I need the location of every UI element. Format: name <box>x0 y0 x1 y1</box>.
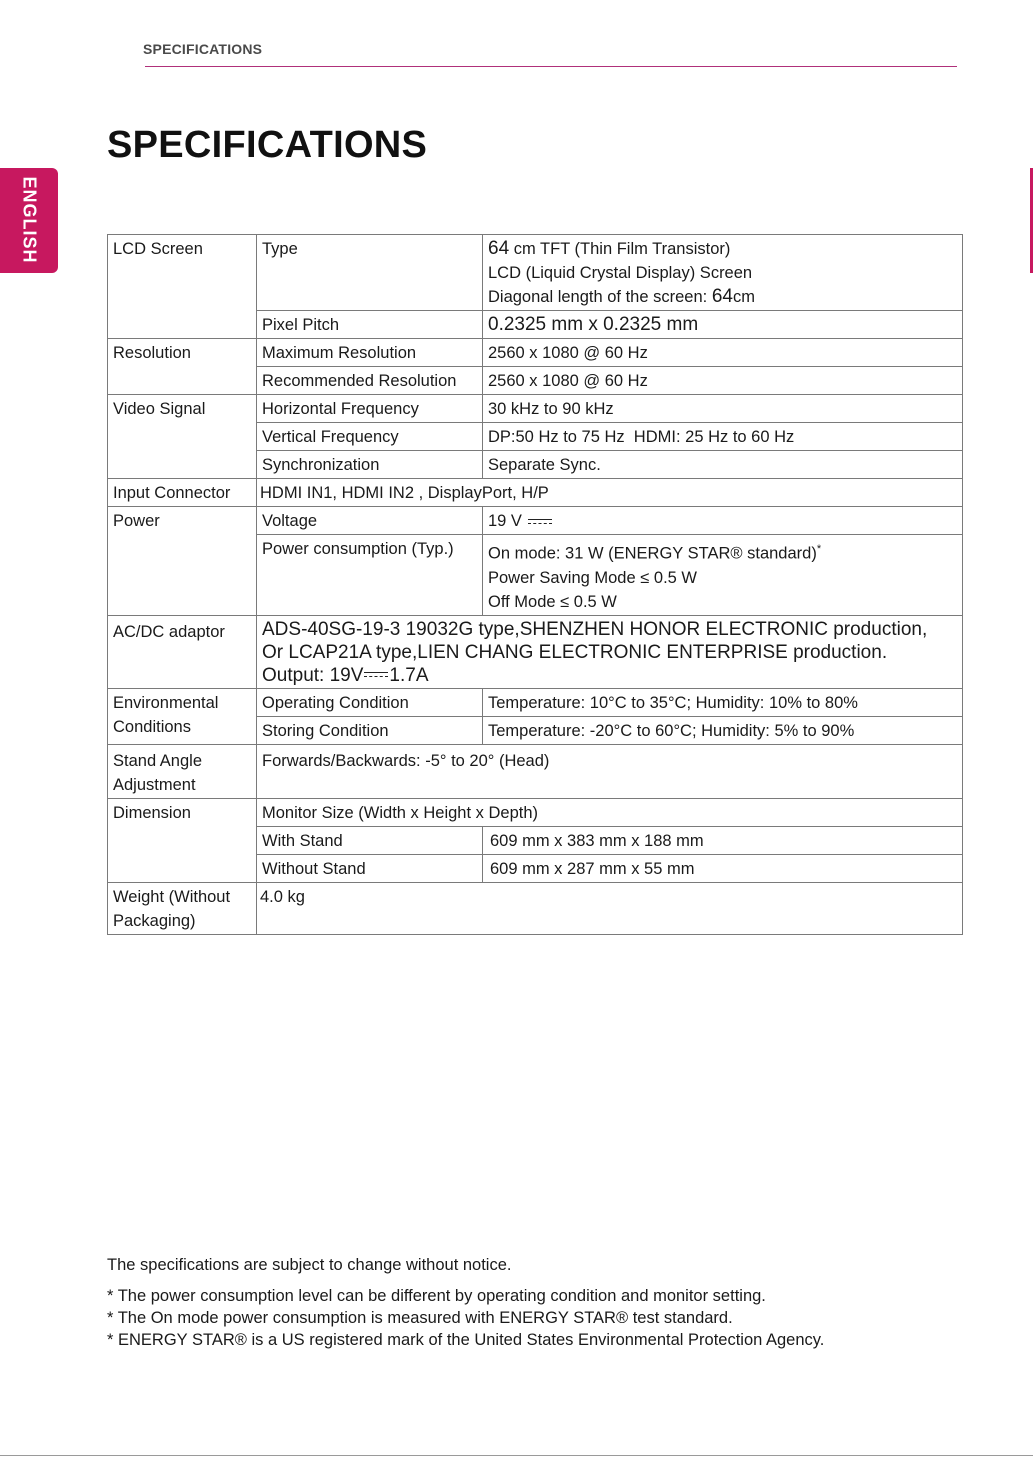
value-cell: Forwards/Backwards: -5° to 20° (Head) <box>257 744 963 798</box>
value-cell <box>257 615 963 688</box>
category-cell: Video Signal <box>108 395 257 479</box>
value-cell: 4.0 kg <box>257 882 963 934</box>
running-header: SPECIFICATIONS <box>143 41 263 57</box>
value-cell: Separate Sync. <box>483 451 963 479</box>
value-cell: DP:50 Hz to 75 Hz HDMI: 25 Hz to 60 Hz <box>483 423 963 451</box>
adaptor-output-suffix: 1.7A <box>389 664 429 686</box>
table-row <box>108 615 963 688</box>
subcategory-cell: Vertical Frequency <box>257 423 483 451</box>
value-cell <box>483 235 963 311</box>
adaptor-output-prefix: Output: 19V <box>262 664 364 686</box>
subcategory-cell: With Stand <box>257 826 483 854</box>
subcategory-cell: Without Stand <box>257 854 483 882</box>
category-cell <box>108 744 257 798</box>
category-cell: AC/DC adaptor <box>108 615 257 688</box>
footnote-mark: * <box>816 543 822 555</box>
type-line-2: LCD (Liquid Crystal Display) Screen <box>488 264 753 282</box>
subcategory-cell: Storing Condition <box>257 716 483 744</box>
value-cell: Temperature: 10°C to 35°C; Humidity: 10% to 80% <box>483 688 963 716</box>
page-title: SPECIFICATIONS <box>107 124 428 166</box>
value-cell: Temperature: -20°C to 60°C; Humidity: 5% to 90% <box>483 716 963 744</box>
value-cell: 2560 x 1080 @ 60 Hz <box>483 339 963 367</box>
adaptor-line-2: Or LCAP21A type,LIEN CHANG ELECTRONIC ENTERPRISE production. <box>262 641 888 663</box>
subcategory-cell: Horizontal Frequency <box>257 395 483 423</box>
diagonal-unit: cm <box>732 288 755 306</box>
subcategory-cell: Voltage <box>257 507 483 535</box>
subcategory-cell: Type <box>257 235 483 311</box>
table-row <box>108 339 963 367</box>
language-tab <box>0 168 58 273</box>
value-cell: 2560 x 1080 @ 60 Hz <box>483 367 963 395</box>
footnote: * The power consumption level can be different by operating condition and monitor setting. <box>107 1287 766 1305</box>
type-line-1 <box>488 237 957 261</box>
page-bottom-rule <box>0 1455 1033 1456</box>
dc-current-icon <box>364 671 388 679</box>
change-notice: The specifications are subject to change without notice. <box>107 1256 512 1274</box>
screen-size: 64 <box>488 238 510 259</box>
table-row <box>108 395 963 423</box>
on-mode-line <box>488 537 957 566</box>
adaptor-output-line <box>262 664 957 687</box>
category-line-1: Environmental <box>113 693 219 712</box>
category-line-2: Adjustment <box>113 775 196 794</box>
dc-current-icon <box>528 518 552 526</box>
category-cell: LCD Screen <box>108 235 257 339</box>
subcategory-cell: Synchronization <box>257 451 483 479</box>
off-mode-line: Off Mode ≤ 0.5 W <box>488 592 617 611</box>
diagonal-size: 64 <box>711 286 733 307</box>
table-row <box>108 479 963 507</box>
footnote: * ENERGY STAR® is a US registered mark of the United States Environmental Protection Agency. <box>107 1331 825 1349</box>
value-cell: 609 mm x 383 mm x 188 mm <box>483 826 963 854</box>
adaptor-line-1: ADS-40SG-19-3 19032G type,SHENZHEN HONOR ELECTRONIC production, <box>262 618 928 640</box>
diagonal-prefix: Diagonal length of the screen: <box>488 288 712 306</box>
footnote: * The On mode power consumption is measured with ENERGY STAR® test standard. <box>107 1309 733 1327</box>
value-cell: 0.2325 mm x 0.2325 mm <box>483 311 963 339</box>
header-divider <box>145 66 957 67</box>
category-line-1: Weight (Without <box>113 887 231 906</box>
category-cell <box>108 882 257 934</box>
category-line-2: Conditions <box>113 717 191 736</box>
category-cell: Power <box>108 507 257 616</box>
category-cell: Dimension <box>108 798 257 882</box>
table-row <box>108 235 963 311</box>
table-row <box>108 688 963 716</box>
table-row <box>108 798 963 826</box>
value-cell: Monitor Size (Width x Height x Depth) <box>257 798 963 826</box>
table-row <box>108 744 963 798</box>
value-cell <box>483 507 963 535</box>
category-cell: Resolution <box>108 339 257 395</box>
specifications-table <box>107 234 963 935</box>
saving-mode-line: Power Saving Mode ≤ 0.5 W <box>488 568 697 587</box>
subcategory-cell: Pixel Pitch <box>257 311 483 339</box>
category-line-2: Packaging) <box>113 911 196 930</box>
value-cell <box>483 535 963 616</box>
table-row <box>108 507 963 535</box>
language-tab-label: ENGLISH <box>19 176 40 264</box>
subcategory-cell: Recommended Resolution <box>257 367 483 395</box>
value-cell: 30 kHz to 90 kHz <box>483 395 963 423</box>
subcategory-cell: Power consumption (Typ.) <box>257 535 483 616</box>
type-line-1-rest: cm TFT (Thin Film Transistor) <box>509 240 731 258</box>
category-line-1: Stand Angle <box>113 751 202 770</box>
category-cell <box>108 688 257 744</box>
on-mode: On mode: 31 W (ENERGY STAR® standard) <box>488 544 817 563</box>
footnotes <box>107 1285 824 1351</box>
table-row <box>108 882 963 934</box>
type-line-3 <box>488 285 957 309</box>
category-cell: Input Connector <box>108 479 257 507</box>
value-cell: 609 mm x 287 mm x 55 mm <box>483 854 963 882</box>
value-cell: HDMI IN1, HDMI IN2 , DisplayPort, H/P <box>257 479 963 507</box>
subcategory-cell: Operating Condition <box>257 688 483 716</box>
voltage-value: 19 V <box>488 512 522 530</box>
subcategory-cell: Maximum Resolution <box>257 339 483 367</box>
